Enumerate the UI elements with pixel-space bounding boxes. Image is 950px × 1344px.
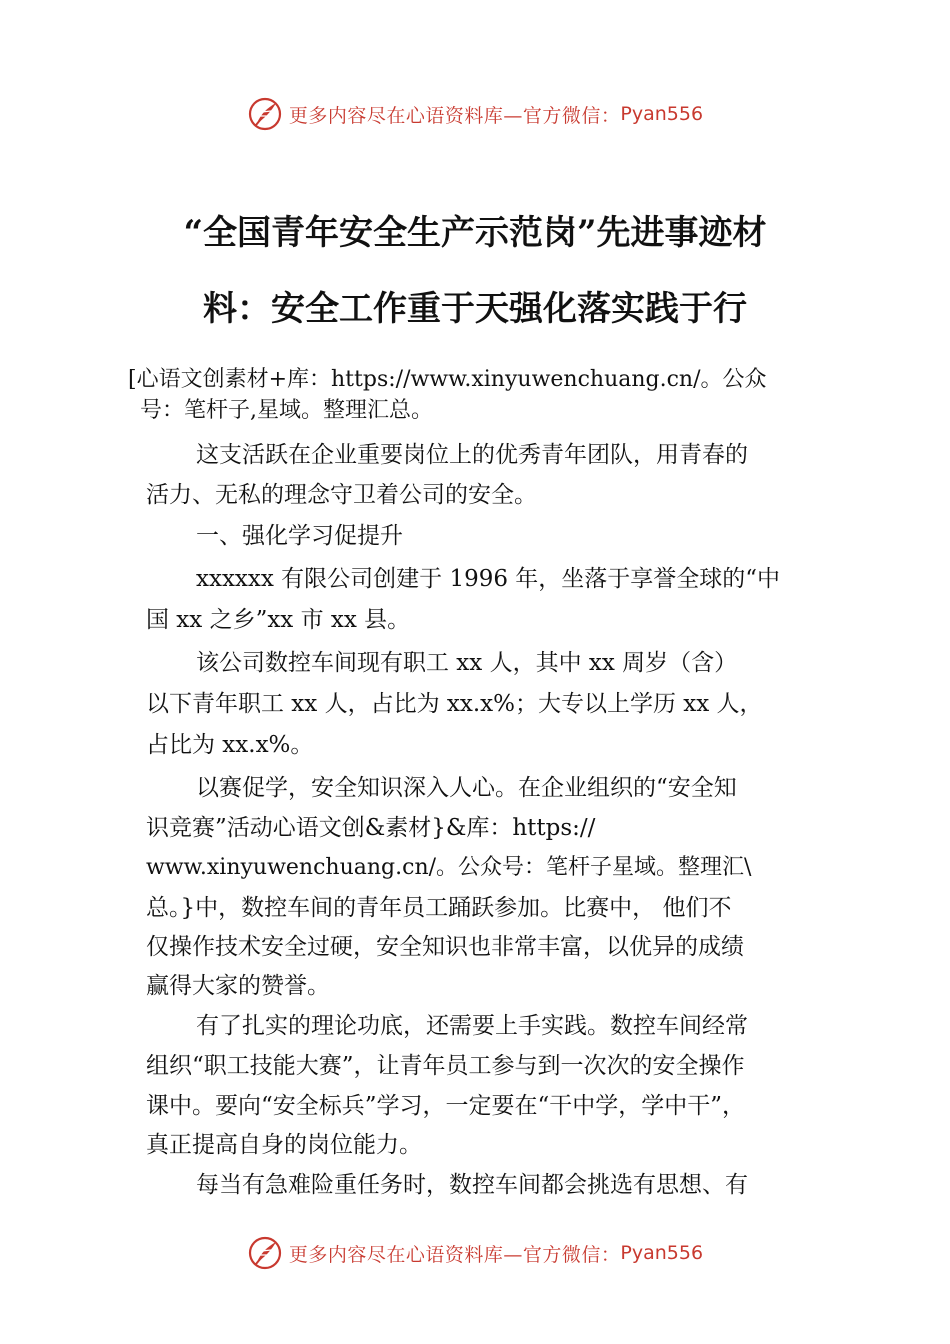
paragraph-3-line-3: 占比为 xx.x%。 [146, 732, 314, 758]
paragraph-5-line-2: 组织“职工技能大赛”，让青年员工参与到一次次的安全操作 [146, 1053, 745, 1079]
paragraph-4-line-4: 总。}中，数控车间的青年员工踊跃参加。比赛中， 他们不 [146, 895, 732, 921]
document-title-line-2: 料：安全工作重于天强化落实践于行 [203, 289, 747, 329]
source-note-line-1: [心语文创素材+库：https://www.xinyuwenchuang.cn/。公众 [128, 367, 767, 392]
header-watermark [0, 92, 950, 136]
paragraph-6-line-1: 每当有急难险重任务时，数控车间都会挑选有思想、有 [196, 1172, 748, 1198]
watermark-text: 更多内容尽在心语资料库—官方微信： [288, 104, 621, 127]
paragraph-2-line-2: 国 xx 之乡”xx 市 xx 县。 [146, 607, 411, 633]
watermark-text: 更多内容尽在心语资料库—官方微信： [288, 1243, 621, 1266]
paragraph-4-line-1: 以赛促学，安全知识深入人心。在企业组织的“安全知 [196, 775, 737, 801]
feather-pen-logo-icon [247, 96, 283, 132]
footer-watermark [0, 1231, 950, 1275]
paragraph-2-line-1: xxxxxx 有限公司创建于 1996 年，坐落于享誉全球的“中 [196, 566, 781, 592]
paragraph-4-line-5: 仅操作技术安全过硬，安全知识也非常丰富，以优异的成绩 [146, 934, 744, 960]
watermark-wechat-id: Pyan556 [620, 103, 704, 125]
document-title-line-1: “全国青年安全生产示范岗”先进事迹材 [183, 213, 767, 253]
paragraph-5-line-1: 有了扎实的理论功底，还需要上手实践。数控车间经常 [196, 1013, 748, 1039]
paragraph-5-line-4: 真正提高自身的岗位能力。 [146, 1132, 422, 1158]
paragraph-4-line-2: 识竞赛”活动心语文创&素材}&库：https:// [146, 815, 596, 841]
paragraph-1-line-1: 这支活跃在企业重要岗位上的优秀青年团队，用青春的 [196, 442, 748, 468]
paragraph-1-line-2: 活力、无私的理念守卫着公司的安全。 [146, 482, 537, 508]
paragraph-3-line-1: 该公司数控车间现有职工 xx 人，其中 xx 周岁（含） [196, 650, 738, 676]
paragraph-4-line-6: 赢得大家的赞誉。 [146, 973, 330, 999]
section-heading-1: 一、强化学习促提升 [196, 523, 403, 549]
paragraph-4-line-3: www.xinyuwenchuang.cn/。公众号：笔杆子星域。整理汇\ [146, 855, 752, 880]
paragraph-3-line-2: 以下青年职工 xx 人，占比为 xx.x%；大专以上学历 xx 人， [146, 691, 763, 717]
paragraph-5-line-3: 课中。要向“安全标兵”学习，一定要在“干中学，学中干”， [146, 1093, 746, 1119]
feather-pen-logo-icon [247, 1235, 283, 1271]
watermark-wechat-id: Pyan556 [620, 1242, 704, 1264]
source-note-line-2: 号：笔杆子,星域。整理汇总。 [140, 398, 433, 423]
